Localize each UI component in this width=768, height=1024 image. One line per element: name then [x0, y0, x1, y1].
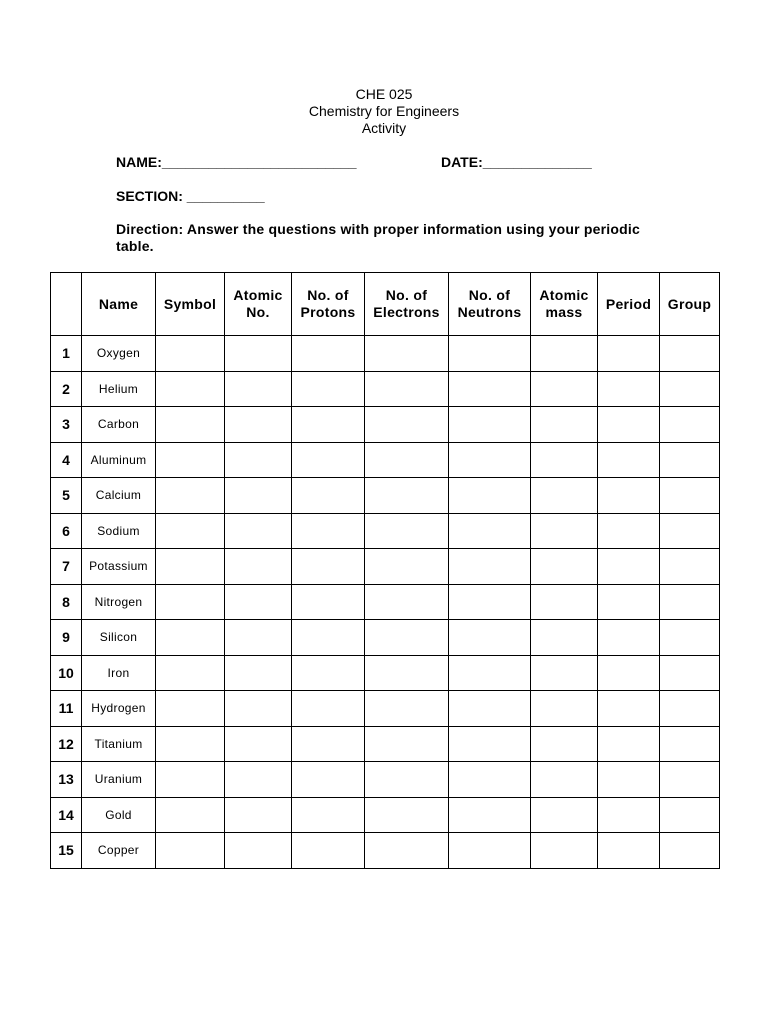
table-row — [51, 691, 720, 727]
answer-cell-symbol[interactable] — [156, 478, 225, 514]
answer-cell-protons[interactable] — [292, 549, 365, 585]
answer-cell-symbol[interactable] — [156, 655, 225, 691]
answer-cell-neutrons[interactable] — [449, 336, 531, 372]
column-header-line2: No. — [246, 304, 270, 320]
element-name-cell: Copper — [82, 833, 156, 869]
answer-cell-electrons[interactable] — [365, 584, 449, 620]
answer-cell-neutrons[interactable] — [449, 726, 531, 762]
answer-cell-symbol[interactable] — [156, 620, 225, 656]
course-title: Chemistry for Engineers — [308, 103, 460, 119]
column-header-atomic-no — [225, 273, 292, 336]
answer-cell-neutrons[interactable] — [449, 478, 531, 514]
column-header-atomic-mass — [531, 273, 598, 336]
column-header-line1: No. of — [468, 287, 511, 303]
answer-cell-group[interactable] — [660, 549, 720, 585]
answer-cell-group[interactable] — [660, 513, 720, 549]
answer-cell-period[interactable] — [598, 336, 660, 372]
table-header-row — [51, 273, 720, 336]
answer-cell-symbol[interactable] — [156, 762, 225, 798]
document-header — [0, 86, 768, 137]
answer-cell-protons[interactable] — [292, 691, 365, 727]
answer-cell-electrons[interactable] — [365, 726, 449, 762]
row-number: 15 — [51, 833, 82, 869]
answer-cell-symbol[interactable] — [156, 833, 225, 869]
answer-cell-period[interactable] — [598, 584, 660, 620]
answer-cell-atomic-no[interactable] — [225, 442, 292, 478]
answer-cell-electrons[interactable] — [365, 620, 449, 656]
column-header-symbol — [156, 273, 225, 336]
row-number: 4 — [51, 442, 82, 478]
answer-cell-protons[interactable] — [292, 584, 365, 620]
column-header-line1: Group — [667, 295, 712, 312]
element-name-cell: Nitrogen — [82, 584, 156, 620]
answer-cell-atomic-no[interactable] — [225, 584, 292, 620]
answer-cell-period[interactable] — [598, 549, 660, 585]
answer-cell-protons[interactable] — [292, 513, 365, 549]
element-name-cell: Potassium — [82, 549, 156, 585]
answer-cell-group[interactable] — [660, 620, 720, 656]
answer-cell-neutrons[interactable] — [449, 620, 531, 656]
row-number: 12 — [51, 726, 82, 762]
answer-cell-symbol[interactable] — [156, 726, 225, 762]
answer-cell-group[interactable] — [660, 655, 720, 691]
element-name-cell: Silicon — [82, 620, 156, 656]
answer-cell-period[interactable] — [598, 762, 660, 798]
answer-cell-atomic-no[interactable] — [225, 691, 292, 727]
answer-cell-period[interactable] — [598, 726, 660, 762]
answer-cell-neutrons[interactable] — [449, 833, 531, 869]
answer-cell-group[interactable] — [660, 726, 720, 762]
row-number: 3 — [51, 407, 82, 443]
answer-cell-atomic-no[interactable] — [225, 407, 292, 443]
answer-cell-protons[interactable] — [292, 833, 365, 869]
column-header-line1: Atomic — [233, 287, 283, 303]
column-header-neutrons — [449, 273, 531, 336]
answer-cell-protons[interactable] — [292, 726, 365, 762]
table-row — [51, 655, 720, 691]
answer-cell-neutrons[interactable] — [449, 513, 531, 549]
answer-cell-symbol[interactable] — [156, 371, 225, 407]
answer-cell-atomic-mass[interactable] — [531, 407, 598, 443]
answer-cell-atomic-no[interactable] — [225, 549, 292, 585]
table-row — [51, 371, 720, 407]
answer-cell-atomic-mass[interactable] — [531, 726, 598, 762]
table-row — [51, 762, 720, 798]
answer-cell-atomic-mass[interactable] — [531, 833, 598, 869]
table-row — [51, 549, 720, 585]
element-name-cell: Uranium — [82, 762, 156, 798]
answer-cell-symbol[interactable] — [156, 549, 225, 585]
answer-cell-period[interactable] — [598, 655, 660, 691]
answer-cell-period[interactable] — [598, 691, 660, 727]
answer-cell-group[interactable] — [660, 442, 720, 478]
answer-cell-period[interactable] — [598, 797, 660, 833]
element-name-cell: Oxygen — [82, 336, 156, 372]
column-header-line1: No. of — [307, 287, 349, 303]
answer-cell-period[interactable] — [598, 620, 660, 656]
answer-cell-neutrons[interactable] — [449, 442, 531, 478]
answer-cell-electrons[interactable] — [365, 478, 449, 514]
answer-cell-electrons[interactable] — [365, 336, 449, 372]
row-number: 14 — [51, 797, 82, 833]
row-number: 5 — [51, 478, 82, 514]
answer-cell-atomic-mass[interactable] — [531, 797, 598, 833]
answer-cell-atomic-no[interactable] — [225, 833, 292, 869]
answer-cell-group[interactable] — [660, 336, 720, 372]
answer-cell-atomic-mass[interactable] — [531, 655, 598, 691]
answer-cell-atomic-mass[interactable] — [531, 762, 598, 798]
answer-cell-neutrons[interactable] — [449, 584, 531, 620]
answer-cell-protons[interactable] — [292, 442, 365, 478]
answer-cell-period[interactable] — [598, 478, 660, 514]
answer-cell-electrons[interactable] — [365, 549, 449, 585]
direction-text: Direction: Answer the questions with proper information using your periodic table. — [116, 221, 640, 254]
answer-cell-atomic-no[interactable] — [225, 726, 292, 762]
answer-cell-symbol[interactable] — [156, 336, 225, 372]
answer-cell-group[interactable] — [660, 407, 720, 443]
column-header-electrons — [365, 273, 449, 336]
answer-cell-electrons[interactable] — [365, 762, 449, 798]
answer-cell-group[interactable] — [660, 833, 720, 869]
answer-cell-electrons[interactable] — [365, 513, 449, 549]
answer-cell-protons[interactable] — [292, 620, 365, 656]
answer-cell-protons[interactable] — [292, 371, 365, 407]
answer-cell-electrons[interactable] — [365, 371, 449, 407]
row-number: 1 — [51, 336, 82, 372]
answer-cell-atomic-no[interactable] — [225, 797, 292, 833]
answer-cell-neutrons[interactable] — [449, 655, 531, 691]
table-row — [51, 726, 720, 762]
column-header-line2: Neutrons — [457, 304, 522, 320]
column-header-line1: Symbol — [163, 295, 217, 312]
column-header-line1: No. of — [385, 287, 428, 303]
element-name-cell: Hydrogen — [82, 691, 156, 727]
answer-cell-electrons[interactable] — [365, 797, 449, 833]
answer-cell-atomic-no[interactable] — [225, 762, 292, 798]
column-header-protons — [292, 273, 365, 336]
answer-cell-atomic-mass[interactable] — [531, 513, 598, 549]
column-header-line1: Name — [98, 295, 139, 312]
answer-cell-electrons[interactable] — [365, 442, 449, 478]
answer-cell-group[interactable] — [660, 762, 720, 798]
name-field[interactable]: NAME:_________________________ — [116, 154, 357, 170]
column-header-group — [660, 273, 720, 336]
answer-cell-atomic-mass[interactable] — [531, 478, 598, 514]
element-name-cell: Gold — [82, 797, 156, 833]
answer-cell-neutrons[interactable] — [449, 762, 531, 798]
answer-cell-electrons[interactable] — [365, 691, 449, 727]
answer-cell-symbol[interactable] — [156, 691, 225, 727]
column-header-line1: Atomic — [539, 287, 589, 303]
answer-cell-electrons[interactable] — [365, 407, 449, 443]
answer-cell-protons[interactable] — [292, 797, 365, 833]
element-name-cell: Calcium — [82, 478, 156, 514]
column-header-line2: Electrons — [373, 304, 440, 320]
answer-cell-period[interactable] — [598, 442, 660, 478]
answer-cell-protons[interactable] — [292, 478, 365, 514]
table-row — [51, 478, 720, 514]
element-name-cell: Titanium — [82, 726, 156, 762]
answer-cell-group[interactable] — [660, 584, 720, 620]
answer-cell-group[interactable] — [660, 478, 720, 514]
answer-cell-atomic-mass[interactable] — [531, 584, 598, 620]
answer-cell-period[interactable] — [598, 407, 660, 443]
element-name-cell: Iron — [82, 655, 156, 691]
answer-cell-atomic-no[interactable] — [225, 478, 292, 514]
answer-cell-period[interactable] — [598, 371, 660, 407]
answer-cell-atomic-mass[interactable] — [531, 371, 598, 407]
table-row — [51, 833, 720, 869]
answer-cell-atomic-mass[interactable] — [531, 691, 598, 727]
answer-cell-symbol[interactable] — [156, 797, 225, 833]
answer-cell-protons[interactable] — [292, 407, 365, 443]
column-header-line2: Protons — [300, 304, 356, 320]
element-name-cell: Helium — [82, 371, 156, 407]
table-row — [51, 442, 720, 478]
column-header-name — [82, 273, 156, 336]
table-row — [51, 620, 720, 656]
date-field[interactable]: DATE:______________ — [441, 154, 592, 170]
answer-cell-period[interactable] — [598, 513, 660, 549]
answer-cell-atomic-mass[interactable] — [531, 620, 598, 656]
answer-cell-electrons[interactable] — [365, 655, 449, 691]
answer-cell-neutrons[interactable] — [449, 407, 531, 443]
answer-cell-atomic-no[interactable] — [225, 513, 292, 549]
answer-cell-symbol[interactable] — [156, 513, 225, 549]
row-number: 6 — [51, 513, 82, 549]
answer-cell-protons[interactable] — [292, 336, 365, 372]
course-code: CHE 025 — [355, 86, 413, 102]
answer-cell-atomic-no[interactable] — [225, 620, 292, 656]
table-row — [51, 336, 720, 372]
element-name-cell: Aluminum — [82, 442, 156, 478]
answer-cell-group[interactable] — [660, 797, 720, 833]
column-header-period — [598, 273, 660, 336]
row-number: 2 — [51, 371, 82, 407]
document-type: Activity — [361, 120, 407, 136]
table-body — [51, 336, 720, 869]
answer-cell-atomic-mass[interactable] — [531, 336, 598, 372]
answer-cell-neutrons[interactable] — [449, 691, 531, 727]
row-number: 10 — [51, 655, 82, 691]
table-row — [51, 407, 720, 443]
answer-cell-atomic-no[interactable] — [225, 371, 292, 407]
row-number: 9 — [51, 620, 82, 656]
table-row — [51, 513, 720, 549]
row-number: 8 — [51, 584, 82, 620]
table-row — [51, 797, 720, 833]
answer-cell-atomic-no[interactable] — [225, 336, 292, 372]
answer-cell-neutrons[interactable] — [449, 549, 531, 585]
column-header-line1: Period — [605, 295, 652, 312]
answer-cell-period[interactable] — [598, 833, 660, 869]
answer-cell-group[interactable] — [660, 691, 720, 727]
answer-cell-electrons[interactable] — [365, 833, 449, 869]
element-name-cell: Carbon — [82, 407, 156, 443]
row-number: 11 — [51, 691, 82, 727]
element-table — [50, 272, 720, 869]
table-row — [51, 584, 720, 620]
answer-cell-symbol[interactable] — [156, 407, 225, 443]
row-number: 7 — [51, 549, 82, 585]
column-header-line2: mass — [545, 304, 583, 320]
answer-cell-atomic-mass[interactable] — [531, 549, 598, 585]
element-name-cell: Sodium — [82, 513, 156, 549]
answer-cell-symbol[interactable] — [156, 584, 225, 620]
answer-cell-neutrons[interactable] — [449, 797, 531, 833]
answer-cell-atomic-mass[interactable] — [531, 442, 598, 478]
answer-cell-atomic-no[interactable] — [225, 655, 292, 691]
row-number: 13 — [51, 762, 82, 798]
column-header-index — [51, 273, 82, 336]
section-field[interactable]: SECTION: __________ — [116, 188, 265, 204]
answer-cell-group[interactable] — [660, 371, 720, 407]
answer-cell-symbol[interactable] — [156, 442, 225, 478]
answer-cell-protons[interactable] — [292, 655, 365, 691]
answer-cell-protons[interactable] — [292, 762, 365, 798]
answer-cell-neutrons[interactable] — [449, 371, 531, 407]
